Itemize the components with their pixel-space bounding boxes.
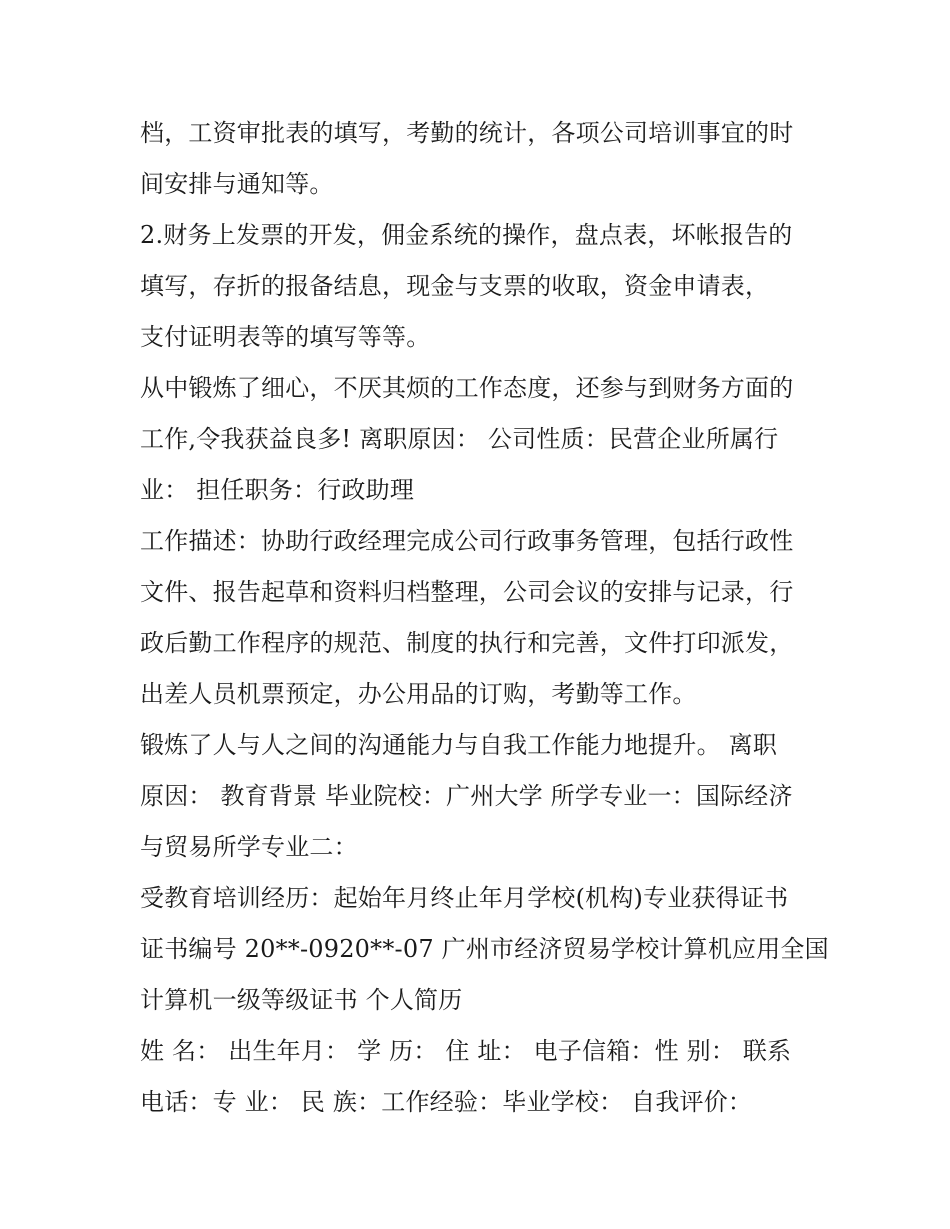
text-line: 原因： 教育背景 毕业院校：广州大学 所学专业一：国际经济 (140, 782, 793, 810)
text-line: 姓 名： 出生年月： 学 历： 住 址： 电子信箱：性 别： 联系 (140, 1037, 792, 1065)
text-line: 计算机一级等级证书 个人简历 (140, 986, 463, 1014)
text-line: 出差人员机票预定，办公用品的订购，考勤等工作。 (140, 680, 697, 708)
document-body (140, 108, 829, 1128)
text-line: 间安排与通知等。 (140, 170, 334, 198)
text-line: 锻炼了人与人之间的沟通能力与自我工作能力地提升。 离职 (140, 731, 778, 759)
text-line: 与贸易所学专业二： (140, 833, 358, 861)
text-line: 工作描述：协助行政经理完成公司行政事务管理，包括行政性 (140, 527, 794, 555)
text-line: 工作,令我获益良多! 离职原因： 公司性质：民营企业所属行 (140, 425, 779, 453)
text-line: 政后勤工作程序的规范、制度的执行和完善，文件打印派发， (140, 629, 794, 657)
text-line: 电话：专 业： 民 族：工作经验：毕业学校： 自我评价： (140, 1088, 753, 1116)
text-line: 档，工资审批表的填写，考勤的统计，各项公司培训事宜的时 (140, 119, 794, 147)
text-line: 填写，存折的报备结息，现金与支票的收取，资金申请表， (140, 272, 770, 300)
text-line: 证书编号 20**-0920**-07 广州市经济贸易学校计算机应用全国 (140, 935, 829, 963)
text-line: 从中锻炼了细心，不厌其烦的工作态度，还参与到财务方面的 (140, 374, 794, 402)
text-line: 2.财务上发票的开发，佣金系统的操作，盘点表，坏帐报告的 (140, 221, 793, 249)
text-line: 受教育培训经历：起始年月终止年月学校(机构)专业获得证书 (140, 884, 789, 912)
text-line: 支付证明表等的填写等等。 (140, 323, 431, 351)
text-line: 文件、报告起草和资料归档整理，公司会议的安排与记录，行 (140, 578, 794, 606)
text-line: 业： 担任职务：行政助理 (140, 476, 415, 504)
